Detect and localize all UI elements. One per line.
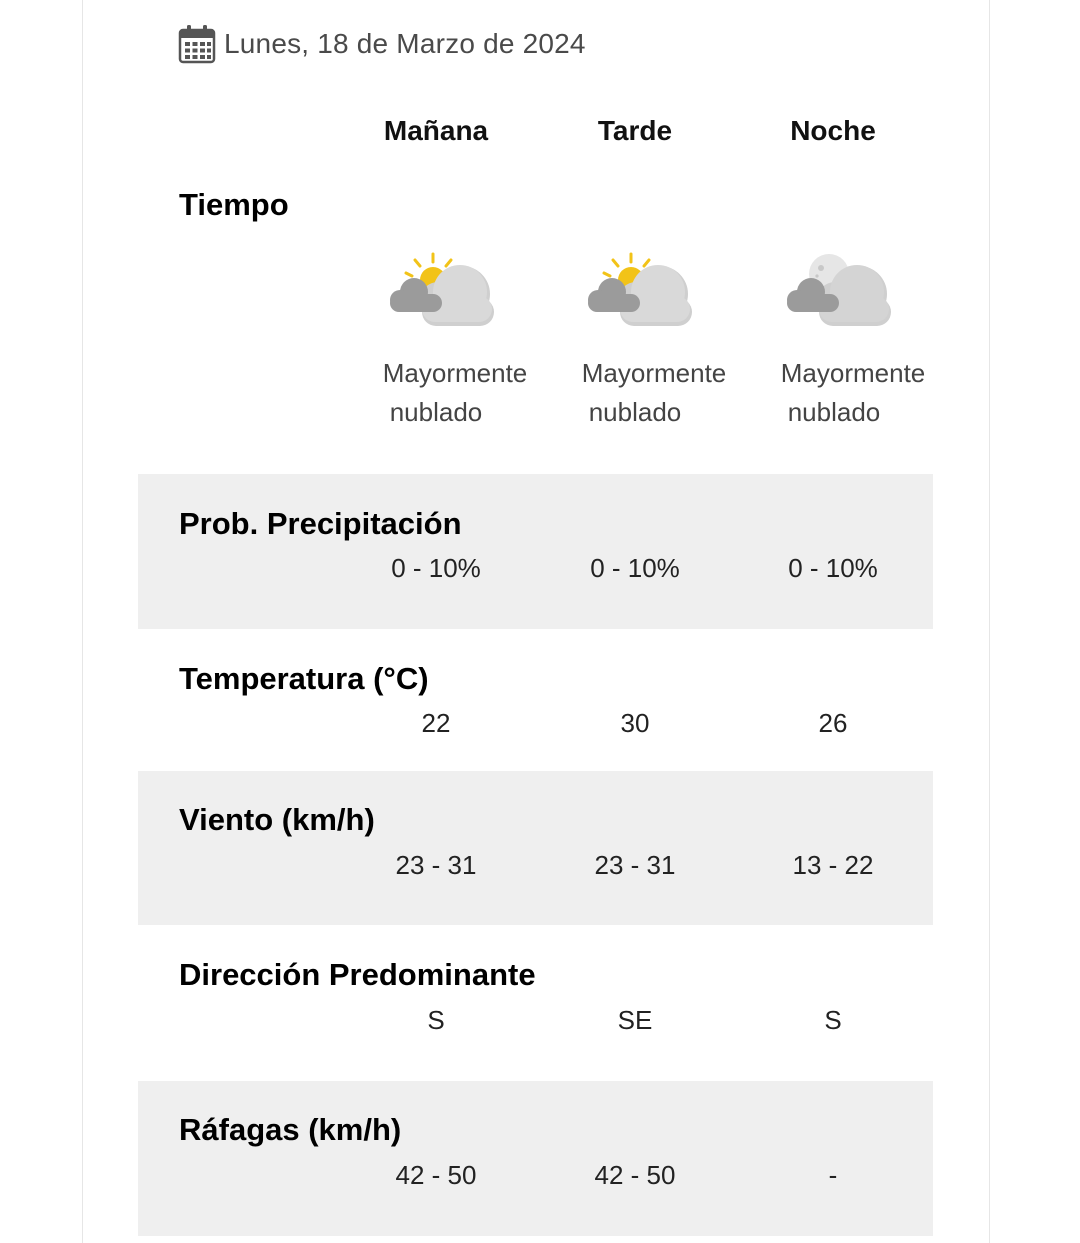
partly-cloudy-day-icon — [580, 250, 696, 330]
partly-cloudy-night-icon — [779, 250, 895, 330]
precipitation-noche: 0 - 10% — [788, 553, 878, 583]
temperature-manana: 22 — [421, 708, 451, 738]
column-header-tarde: Tarde — [597, 115, 673, 146]
row-band-gusts — [138, 1081, 933, 1236]
precipitation-manana: 0 - 10% — [391, 553, 481, 583]
weather-desc-noche: Mayormente nublado — [780, 358, 926, 427]
direction-label: Dirección Predominante — [179, 957, 536, 992]
precipitation-label: Prob. Precipitación — [179, 506, 462, 541]
row-band-precipitation — [138, 474, 933, 629]
weather-desc-tarde: Mayormente nublado — [581, 358, 727, 427]
wind-noche: 13 - 22 — [792, 850, 874, 880]
temperature-tarde: 30 — [620, 708, 650, 738]
gusts-manana: 42 - 50 — [395, 1160, 477, 1190]
wind-manana: 23 - 31 — [395, 850, 477, 880]
wind-tarde: 23 - 31 — [594, 850, 676, 880]
precipitation-tarde: 0 - 10% — [590, 553, 680, 583]
wind-label: Viento (km/h) — [179, 802, 375, 837]
temperature-noche: 26 — [818, 708, 848, 738]
direction-noche: S — [824, 1005, 842, 1035]
partly-cloudy-day-icon — [382, 250, 498, 330]
column-header-manana: Mañana — [383, 115, 489, 146]
weather-row-label: Tiempo — [179, 187, 289, 222]
column-header-noche: Noche — [790, 115, 876, 146]
date-header — [178, 24, 586, 64]
calendar-icon — [178, 24, 216, 64]
weather-desc-manana: Mayormente nublado — [382, 358, 528, 427]
gusts-noche: - — [828, 1160, 838, 1190]
date-text: Lunes, 18 de Marzo de 2024 — [224, 28, 586, 59]
direction-manana: S — [427, 1005, 445, 1035]
gusts-tarde: 42 - 50 — [594, 1160, 676, 1190]
direction-tarde: SE — [617, 1005, 653, 1035]
gusts-label: Ráfagas (km/h) — [179, 1112, 402, 1147]
row-band-wind — [138, 771, 933, 925]
temperature-label: Temperatura (°C) — [179, 661, 429, 696]
